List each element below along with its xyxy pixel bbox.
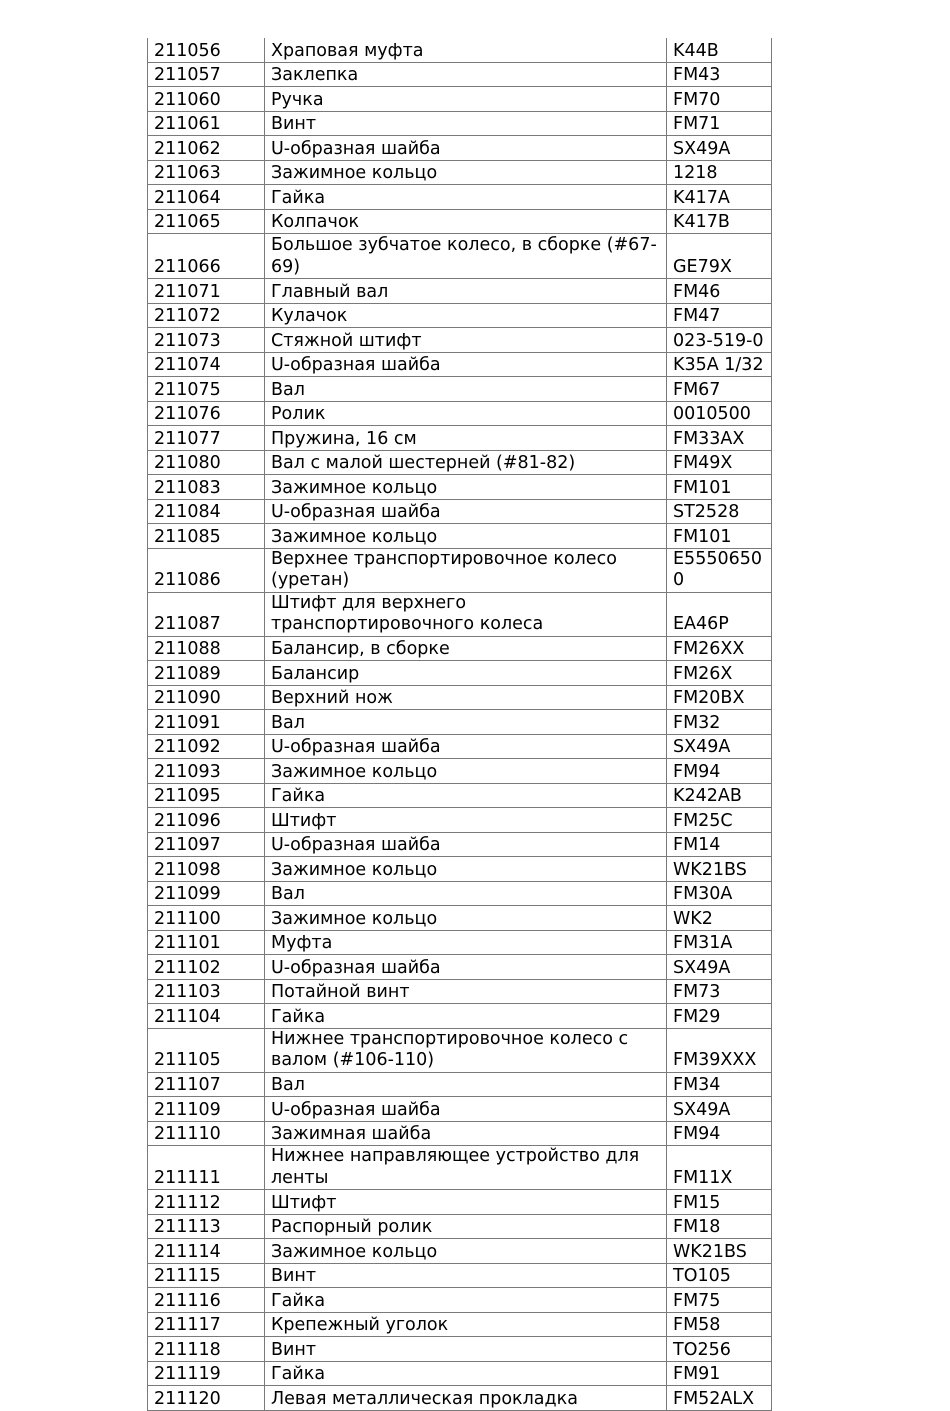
table-row	[148, 832, 772, 857]
table-row	[148, 1312, 772, 1337]
table-row	[148, 1239, 772, 1264]
table-row	[148, 111, 772, 136]
part-name-cell: Зажимное кольцо	[265, 906, 667, 931]
part-number-cell: 211101	[148, 930, 265, 955]
table-row	[148, 234, 772, 279]
part-code-cell: FM94	[667, 759, 772, 784]
part-code-cell: FM43	[667, 62, 772, 87]
part-number-cell: 211104	[148, 1004, 265, 1029]
part-number-cell: 211093	[148, 759, 265, 784]
part-code-cell: EA46P	[667, 592, 772, 636]
part-number-cell: 211084	[148, 499, 265, 524]
part-code-cell: FM29	[667, 1004, 772, 1029]
part-name-cell: Гайка	[265, 783, 667, 808]
part-code-cell: FM49X	[667, 450, 772, 475]
part-name-cell: Зажимная шайба	[265, 1121, 667, 1146]
part-number-cell: 211080	[148, 450, 265, 475]
part-code-cell: TO256	[667, 1337, 772, 1362]
part-number-cell: 211074	[148, 352, 265, 377]
part-code-cell: K417B	[667, 209, 772, 234]
part-code-cell: FM101	[667, 524, 772, 549]
table-row	[148, 1121, 772, 1146]
part-number-cell: 211061	[148, 111, 265, 136]
table-row	[148, 734, 772, 759]
part-code-cell: FM94	[667, 1121, 772, 1146]
table-row	[148, 955, 772, 980]
part-name-cell: Распорный ролик	[265, 1214, 667, 1239]
part-name-cell: Вал	[265, 710, 667, 735]
part-number-cell: 211096	[148, 808, 265, 833]
part-code-cell: FM46	[667, 279, 772, 304]
table-row	[148, 685, 772, 710]
part-name-cell: Винт	[265, 1337, 667, 1362]
part-name-cell: U-образная шайба	[265, 734, 667, 759]
part-code-cell: WK2	[667, 906, 772, 931]
part-number-cell: 211076	[148, 401, 265, 426]
part-number-cell: 211107	[148, 1072, 265, 1097]
part-name-cell: Колпачок	[265, 209, 667, 234]
part-code-cell: K242AB	[667, 783, 772, 808]
part-number-cell: 211090	[148, 685, 265, 710]
table-row	[148, 808, 772, 833]
part-name-cell: Балансир, в сборке	[265, 636, 667, 661]
part-name-cell: Верхний нож	[265, 685, 667, 710]
part-code-cell: FM52ALX	[667, 1386, 772, 1411]
table-row	[148, 661, 772, 686]
part-name-cell: U-образная шайба	[265, 832, 667, 857]
part-code-cell: FM30A	[667, 881, 772, 906]
part-name-cell: Нижнее транспортировочное колесо с валом (#106-110)	[265, 1028, 667, 1072]
part-code-cell: 1218	[667, 160, 772, 185]
part-name-cell: Штифт	[265, 808, 667, 833]
part-number-cell: 211110	[148, 1121, 265, 1146]
table-row	[148, 279, 772, 304]
part-code-cell: ST2528	[667, 499, 772, 524]
part-name-cell: Потайной винт	[265, 979, 667, 1004]
part-number-cell: 211057	[148, 62, 265, 87]
part-name-cell: Гайка	[265, 1361, 667, 1386]
part-name-cell: Гайка	[265, 1288, 667, 1313]
part-code-cell: FM31A	[667, 930, 772, 955]
part-number-cell: 211113	[148, 1214, 265, 1239]
table-row	[148, 906, 772, 931]
table-row	[148, 1097, 772, 1122]
part-code-cell: SX49A	[667, 1097, 772, 1122]
part-number-cell: 211056	[148, 38, 265, 62]
parts-table-body	[148, 38, 772, 1410]
part-number-cell: 211060	[148, 87, 265, 112]
part-number-cell: 211075	[148, 377, 265, 402]
table-row	[148, 401, 772, 426]
part-number-cell: 211111	[148, 1146, 265, 1190]
table-row	[148, 185, 772, 210]
part-code-cell: FM39XXX	[667, 1028, 772, 1072]
table-row	[148, 303, 772, 328]
part-name-cell: Пружина, 16 см	[265, 426, 667, 451]
table-row	[148, 524, 772, 549]
part-number-cell: 211091	[148, 710, 265, 735]
table-row	[148, 160, 772, 185]
part-number-cell: 211065	[148, 209, 265, 234]
parts-table	[147, 38, 772, 1411]
part-number-cell: 211083	[148, 475, 265, 500]
part-name-cell: Винт	[265, 1263, 667, 1288]
part-number-cell: 211103	[148, 979, 265, 1004]
table-row	[148, 352, 772, 377]
part-number-cell: 211077	[148, 426, 265, 451]
part-name-cell: U-образная шайба	[265, 1097, 667, 1122]
part-number-cell: 211088	[148, 636, 265, 661]
part-code-cell: FM26X	[667, 661, 772, 686]
part-number-cell: 211112	[148, 1190, 265, 1215]
part-number-cell: 211072	[148, 303, 265, 328]
part-name-cell: Вал	[265, 881, 667, 906]
table-row	[148, 499, 772, 524]
part-number-cell: 211089	[148, 661, 265, 686]
part-code-cell: FM11X	[667, 1146, 772, 1190]
part-code-cell: K417A	[667, 185, 772, 210]
part-name-cell: Зажимное кольцо	[265, 1239, 667, 1264]
table-row	[148, 136, 772, 161]
table-row	[148, 1028, 772, 1072]
part-code-cell: WK21BS	[667, 1239, 772, 1264]
part-code-cell: TO105	[667, 1263, 772, 1288]
part-code-cell: SX49A	[667, 955, 772, 980]
table-row	[148, 592, 772, 636]
part-code-cell: GE79X	[667, 234, 772, 279]
table-row	[148, 1214, 772, 1239]
part-code-cell: FM101	[667, 475, 772, 500]
part-name-cell: Штифт	[265, 1190, 667, 1215]
part-code-cell: SX49A	[667, 734, 772, 759]
table-row	[148, 377, 772, 402]
part-code-cell: FM67	[667, 377, 772, 402]
table-row	[148, 450, 772, 475]
table-row	[148, 1361, 772, 1386]
part-name-cell: Вал	[265, 377, 667, 402]
part-name-cell: Заклепка	[265, 62, 667, 87]
part-number-cell: 211109	[148, 1097, 265, 1122]
part-name-cell: Муфта	[265, 930, 667, 955]
table-row	[148, 548, 772, 592]
part-number-cell: 211085	[148, 524, 265, 549]
part-name-cell: Главный вал	[265, 279, 667, 304]
part-code-cell: FM20BX	[667, 685, 772, 710]
part-number-cell: 211064	[148, 185, 265, 210]
table-row	[148, 1004, 772, 1029]
part-name-cell: Зажимное кольцо	[265, 759, 667, 784]
part-number-cell: 211102	[148, 955, 265, 980]
part-code-cell: FM47	[667, 303, 772, 328]
table-row	[148, 930, 772, 955]
part-number-cell: 211066	[148, 234, 265, 279]
part-code-cell: K35A 1/32	[667, 352, 772, 377]
part-name-cell: Винт	[265, 111, 667, 136]
table-row	[148, 881, 772, 906]
table-row	[148, 710, 772, 735]
part-name-cell: Зажимное кольцо	[265, 475, 667, 500]
part-code-cell: FM33AX	[667, 426, 772, 451]
part-name-cell: Ручка	[265, 87, 667, 112]
part-name-cell: Верхнее транспортировочное колесо (уретан)	[265, 548, 667, 592]
part-code-cell: 023-519-0	[667, 328, 772, 353]
table-row	[148, 62, 772, 87]
part-name-cell: Храповая муфта	[265, 38, 667, 62]
table-row	[148, 426, 772, 451]
part-number-cell: 211100	[148, 906, 265, 931]
part-name-cell: Гайка	[265, 185, 667, 210]
part-code-cell: 0010500	[667, 401, 772, 426]
part-name-cell: Зажимное кольцо	[265, 857, 667, 882]
part-code-cell: FM15	[667, 1190, 772, 1215]
part-name-cell: Большое зубчатое колесо, в сборке (#67-69)	[265, 234, 667, 279]
part-number-cell: 211119	[148, 1361, 265, 1386]
part-number-cell: 211071	[148, 279, 265, 304]
part-name-cell: Нижнее направляющее устройство для ленты	[265, 1146, 667, 1190]
table-row	[148, 1072, 772, 1097]
part-number-cell: 211087	[148, 592, 265, 636]
part-code-cell: FM26XX	[667, 636, 772, 661]
part-code-cell: FM25C	[667, 808, 772, 833]
part-number-cell: 211115	[148, 1263, 265, 1288]
table-row	[148, 209, 772, 234]
table-row	[148, 475, 772, 500]
table-row	[148, 636, 772, 661]
part-number-cell: 211095	[148, 783, 265, 808]
part-name-cell: Ролик	[265, 401, 667, 426]
part-name-cell: Балансир	[265, 661, 667, 686]
part-code-cell: E55506500	[667, 548, 772, 592]
part-name-cell: Кулачок	[265, 303, 667, 328]
part-name-cell: Левая металлическая прокладка	[265, 1386, 667, 1411]
part-number-cell: 211099	[148, 881, 265, 906]
part-code-cell: FM32	[667, 710, 772, 735]
part-name-cell: U-образная шайба	[265, 955, 667, 980]
part-code-cell: FM75	[667, 1288, 772, 1313]
table-row	[148, 1190, 772, 1215]
part-number-cell: 211114	[148, 1239, 265, 1264]
part-code-cell: FM91	[667, 1361, 772, 1386]
part-number-cell: 211086	[148, 548, 265, 592]
part-code-cell: FM73	[667, 979, 772, 1004]
part-code-cell: FM58	[667, 1312, 772, 1337]
part-code-cell: FM70	[667, 87, 772, 112]
part-number-cell: 211063	[148, 160, 265, 185]
table-row	[148, 1337, 772, 1362]
table-row	[148, 328, 772, 353]
table-row	[148, 783, 772, 808]
part-number-cell: 211098	[148, 857, 265, 882]
part-number-cell: 211117	[148, 1312, 265, 1337]
part-code-cell: FM18	[667, 1214, 772, 1239]
part-name-cell: Штифт для верхнего транспортировочного колеса	[265, 592, 667, 636]
table-row	[148, 38, 772, 62]
part-name-cell: U-образная шайба	[265, 499, 667, 524]
table-row	[148, 759, 772, 784]
part-name-cell: Гайка	[265, 1004, 667, 1029]
part-number-cell: 211062	[148, 136, 265, 161]
table-row	[148, 1386, 772, 1411]
part-name-cell: Зажимное кольцо	[265, 160, 667, 185]
part-number-cell: 211092	[148, 734, 265, 759]
part-name-cell: U-образная шайба	[265, 136, 667, 161]
part-code-cell: FM14	[667, 832, 772, 857]
part-number-cell: 211120	[148, 1386, 265, 1411]
part-name-cell: Вал	[265, 1072, 667, 1097]
table-row	[148, 1288, 772, 1313]
part-name-cell: Стяжной штифт	[265, 328, 667, 353]
part-number-cell: 211097	[148, 832, 265, 857]
part-name-cell: U-образная шайба	[265, 352, 667, 377]
part-number-cell: 211118	[148, 1337, 265, 1362]
part-name-cell: Зажимное кольцо	[265, 524, 667, 549]
part-name-cell: Крепежный уголок	[265, 1312, 667, 1337]
table-row	[148, 1263, 772, 1288]
part-code-cell: SX49A	[667, 136, 772, 161]
part-name-cell: Вал с малой шестерней (#81-82)	[265, 450, 667, 475]
part-code-cell: FM71	[667, 111, 772, 136]
part-code-cell: K44B	[667, 38, 772, 62]
part-code-cell: FM34	[667, 1072, 772, 1097]
part-code-cell: WK21BS	[667, 857, 772, 882]
part-number-cell: 211116	[148, 1288, 265, 1313]
table-row	[148, 1146, 772, 1190]
part-number-cell: 211105	[148, 1028, 265, 1072]
table-row	[148, 87, 772, 112]
part-number-cell: 211073	[148, 328, 265, 353]
table-row	[148, 979, 772, 1004]
table-row	[148, 857, 772, 882]
